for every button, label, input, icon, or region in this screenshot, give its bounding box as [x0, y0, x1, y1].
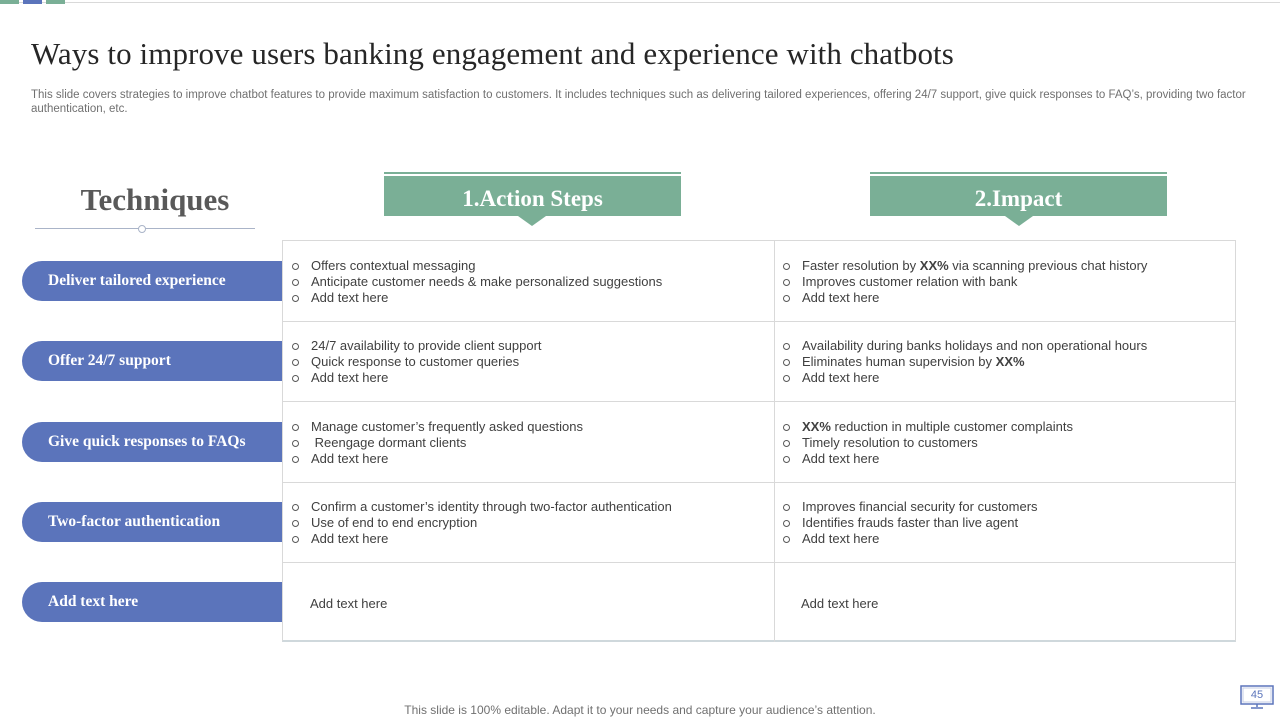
- action-steps-arrow: [518, 216, 546, 226]
- slide-footer: This slide is 100% editable. Adapt it to your needs and capture your audience’s attention.: [404, 703, 876, 717]
- action-cell: [292, 419, 583, 467]
- action-cell-placeholder: Add text here: [310, 596, 388, 611]
- impact-cell: [783, 258, 1147, 306]
- list-item: Add text here: [292, 290, 662, 306]
- table-row-divider: [282, 321, 1236, 322]
- action-cell: [292, 499, 672, 547]
- list-item: Improves customer relation with bank: [783, 274, 1147, 290]
- impact-cell: [783, 338, 1147, 386]
- table-row-divider: [282, 562, 1236, 563]
- table-row-divider: [282, 401, 1236, 402]
- list-item: Add text here: [292, 370, 542, 386]
- impact-header: 2.Impact: [870, 174, 1167, 216]
- list-item: Add text here: [292, 451, 583, 467]
- impact-cell-placeholder: Add text here: [801, 596, 879, 611]
- list-item: 24/7 availability to provide client support: [292, 338, 542, 354]
- slide-subtitle: This slide covers strategies to improve chatbot features to provide maximum satisfaction to customers. It includes techniques such as delivering tailored experiences, offering 24/7 support, give quick responses to FAQ’s, providing two factor authentication, etc.: [31, 89, 1246, 115]
- technique-pill: Two-factor authentication: [22, 502, 282, 542]
- top-accent-tab: [46, 0, 65, 4]
- list-item: Faster resolution by XX% via scanning previous chat history: [783, 258, 1147, 274]
- list-item: Eliminates human supervision by XX%: [783, 354, 1147, 370]
- page-number: 45: [1250, 689, 1264, 701]
- list-item: Add text here: [783, 451, 1073, 467]
- technique-pill: Deliver tailored experience: [22, 261, 282, 301]
- technique-pill: Give quick responses to FAQs: [22, 422, 282, 462]
- impact-arrow: [1005, 216, 1033, 226]
- list-item: Availability during banks holidays and non operational hours: [783, 338, 1147, 354]
- list-item: Add text here: [292, 531, 672, 547]
- techniques-divider-dot: [138, 225, 146, 233]
- list-item: Improves financial security for customers: [783, 499, 1038, 515]
- list-item: XX% reduction in multiple customer complaints: [783, 419, 1073, 435]
- impact-cell: [783, 499, 1038, 547]
- list-item: Offers contextual messaging: [292, 258, 662, 274]
- list-item: Identifies frauds faster than live agent: [783, 515, 1038, 531]
- slide-title: Ways to improve users banking engagement and experience with chatbots: [31, 36, 954, 71]
- top-accent-tab: [23, 0, 42, 4]
- list-item: Anticipate customer needs & make personalized suggestions: [292, 274, 662, 290]
- list-item: Timely resolution to customers: [783, 435, 1073, 451]
- action-steps-header: 1.Action Steps: [384, 174, 681, 216]
- impact-cell: [783, 419, 1073, 467]
- list-item: Add text here: [783, 290, 1147, 306]
- list-item: Confirm a customer’s identity through two-factor authentication: [292, 499, 672, 515]
- table-column-divider: [774, 240, 775, 642]
- list-item: Quick response to customer queries: [292, 354, 542, 370]
- list-item: Add text here: [783, 370, 1147, 386]
- list-item: Add text here: [783, 531, 1038, 547]
- technique-pill: Offer 24/7 support: [22, 341, 282, 381]
- action-cell: [292, 258, 662, 306]
- top-divider: [0, 2, 1280, 3]
- table-row-divider: [282, 482, 1236, 483]
- top-accent-tab: [0, 0, 19, 4]
- action-cell: [292, 338, 542, 386]
- list-item: Reengage dormant clients: [292, 435, 583, 451]
- list-item: Use of end to end encryption: [292, 515, 672, 531]
- techniques-heading: Techniques: [80, 182, 230, 217]
- list-item: Manage customer’s frequently asked questions: [292, 419, 583, 435]
- technique-pill: Add text here: [22, 582, 282, 622]
